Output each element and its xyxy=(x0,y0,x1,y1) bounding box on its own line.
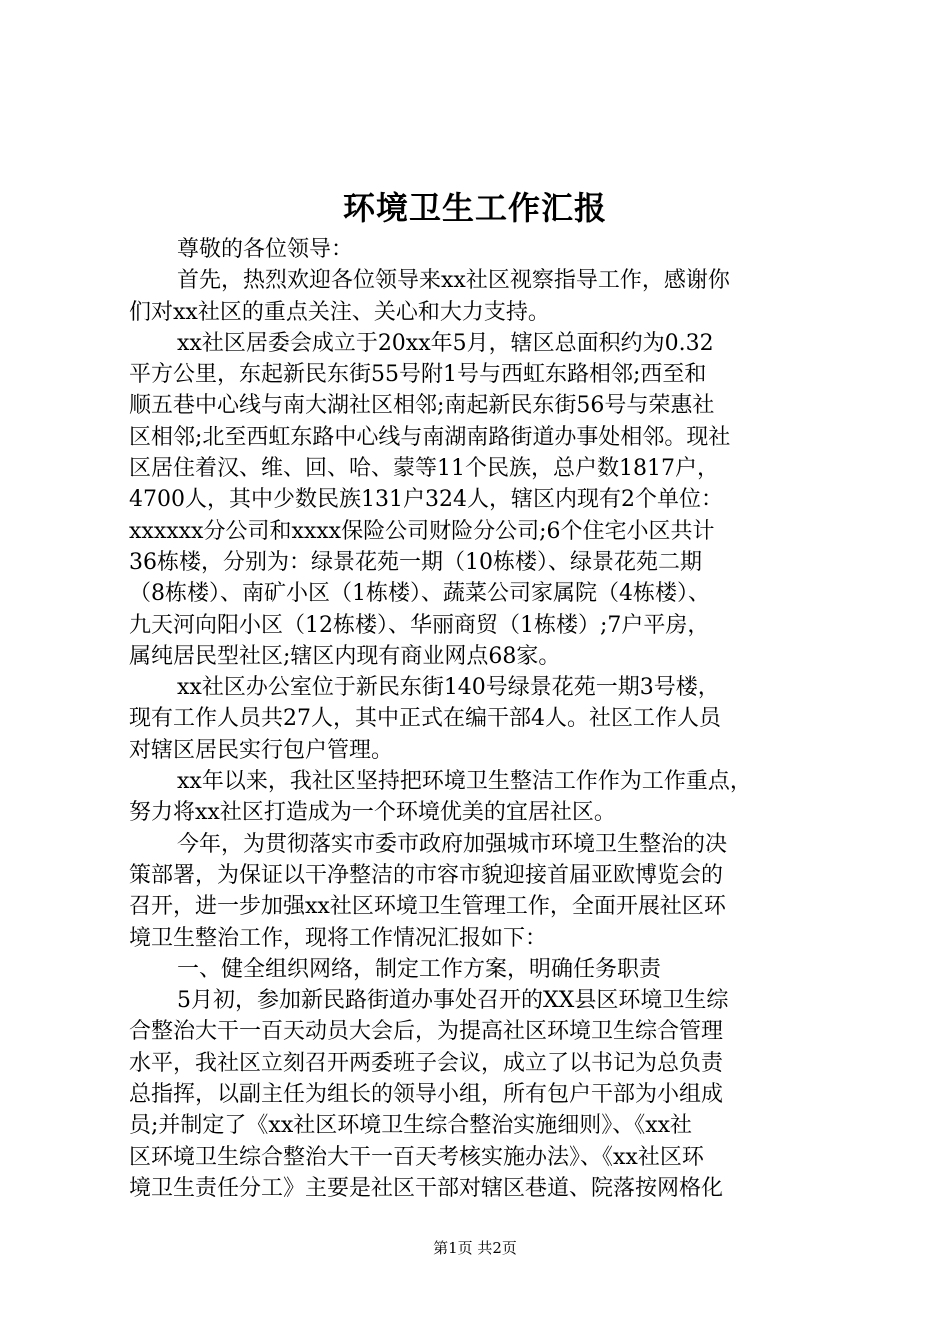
document-title: 环境卫生工作汇报 xyxy=(342,189,607,227)
body-line: （8栋楼）、南矿小区（1栋楼）、蔬菜公司家属院（4栋楼）、 xyxy=(129,581,710,607)
body-line: 九天河向阳小区（12栋楼）、华丽商贸（1栋楼）;7户平房， xyxy=(129,612,710,638)
body-line: 合整治大干一百天动员大会后，为提高社区环境卫生综合管理 xyxy=(129,1019,724,1045)
body-line: 顺五巷中心线与南大湖社区相邻;南起新民东街56号与荣惠社 xyxy=(129,393,715,419)
body-line: 尊敬的各位领导： xyxy=(177,237,354,262)
body-line: 区相邻;北至西虹东路中心线与南湖南路街道办事处相邻。现社 xyxy=(129,424,731,450)
body-line: 境卫生整治工作，现将工作情况汇报如下： xyxy=(129,925,548,951)
body-line: 5月初，参加新民路街道办事处召开的XX县区环境卫生综 xyxy=(177,988,729,1014)
body-line: 现有工作人员共27人，其中正式在编干部4人。社区工作人员 xyxy=(129,706,721,732)
body-line: xx社区居委会成立于20xx年5月，辖区总面积约为0.32 xyxy=(177,330,714,356)
body-line: 平方公里，东起新民东街55号附1号与西虹东路相邻;西至和 xyxy=(129,362,707,388)
body-line: xxxxxx分公司和xxxx保险公司财险分公司;6个住宅小区共计 xyxy=(129,518,715,544)
document-body xyxy=(129,234,829,1204)
body-line: 们对xx社区的重点关注、关心和大力支持。 xyxy=(129,299,550,325)
body-line: 员;并制定了《xx社区环境卫生综合整治实施细则》、《xx社 xyxy=(129,1113,693,1139)
body-line: 努力将xx社区打造成为一个环境优美的宜居社区。 xyxy=(129,800,616,826)
body-line: 对辖区居民实行包户管理。 xyxy=(129,737,394,763)
body-line: 境卫生责任分工》主要是社区干部对辖区巷道、院落按网格化 xyxy=(129,1175,724,1201)
body-line: 区环境卫生综合整治大干一百天考核实施办法》、《xx社区环 xyxy=(129,1144,704,1170)
body-line: 总指挥，以副主任为组长的领导小组，所有包户干部为小组成 xyxy=(129,1082,724,1108)
body-line: 一、健全组织网络，制定工作方案，明确任务职责 xyxy=(177,956,662,982)
body-line: 首先，热烈欢迎各位领导来xx社区视察指导工作，感谢你 xyxy=(177,268,730,294)
body-line: xx年以来，我社区坚持把环境卫生整洁工作作为工作重点， xyxy=(177,769,752,795)
body-line: 4700人，其中少数民族131户324人，辖区内现有2个单位： xyxy=(129,487,723,513)
body-line: 召开，进一步加强xx社区环境卫生管理工作，全面开展社区环 xyxy=(129,894,726,920)
body-line: 策部署，为保证以干净整洁的市容市貌迎接首届亚欧博览会的 xyxy=(129,862,724,888)
body-line: 今年，为贯彻落实市委市政府加强城市环境卫生整治的决 xyxy=(177,831,728,857)
body-line: 水平，我社区立刻召开两委班子会议，成立了以书记为总负责 xyxy=(129,1050,724,1076)
body-line: 属纯居民型社区;辖区内现有商业网点68家。 xyxy=(129,643,561,669)
body-line: 区居住着汉、维、回、哈、蒙等11个民族，总户数1817户， xyxy=(129,456,719,482)
page-footer: 第1页 共2页 xyxy=(433,1239,517,1257)
body-line: xx社区办公室位于新民东街140号绿景花苑一期3号楼， xyxy=(177,675,720,701)
body-line: 36栋楼，分别为：绿景花苑一期（10栋楼）、绿景花苑二期 xyxy=(129,549,702,575)
